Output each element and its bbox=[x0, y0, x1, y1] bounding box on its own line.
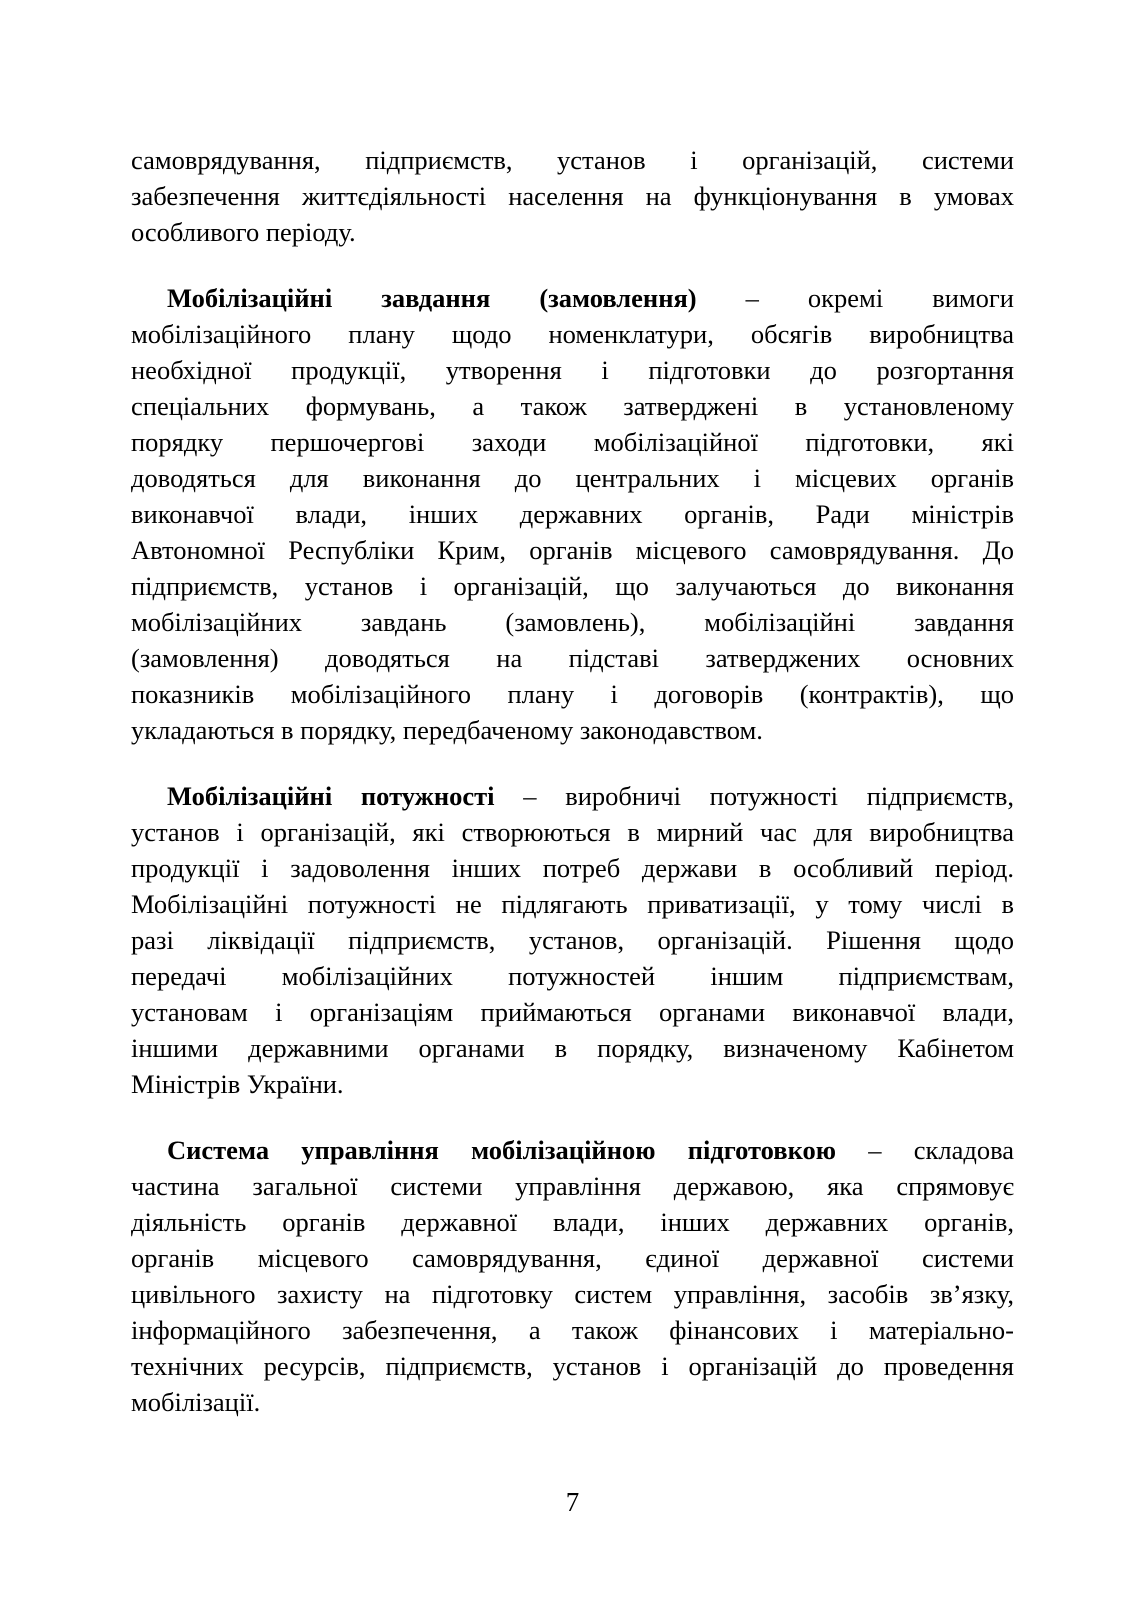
text-line: Мобілізаційні потужності не підлягають приватизації, у тому числі в bbox=[131, 889, 1014, 919]
text-line: мобілізаційних завдань (замовлень), мобілізаційні завдання bbox=[131, 607, 1014, 637]
text-line: інформаційного забезпечення, а також фінансових і матеріально- bbox=[131, 1315, 1014, 1345]
text-line: Система управління мобілізаційною підготовкою – складова bbox=[167, 1135, 1014, 1165]
text-line: Мобілізаційні потужності – виробничі потужності підприємств, bbox=[167, 781, 1014, 811]
page-number: 7 bbox=[565, 1487, 580, 1517]
text-line: особливого періоду. bbox=[131, 217, 356, 247]
text-line: технічних ресурсів, підприємств, установ і організацій до проведення bbox=[131, 1351, 1014, 1381]
text-line: (замовлення) доводяться на підставі затверджених основних bbox=[131, 643, 1014, 673]
page-content bbox=[131, 142, 1014, 1420]
text-line: необхідної продукції, утворення і підготовки до розгортання bbox=[131, 355, 1014, 385]
paragraph-continuation bbox=[131, 142, 1014, 250]
text-line: виконавчої влади, інших державних органів, Ради міністрів bbox=[131, 499, 1014, 529]
text-line: передачі мобілізаційних потужностей іншим підприємствам, bbox=[131, 961, 1014, 991]
text-line: цивільного захисту на підготовку систем управління, засобів зв’язку, bbox=[131, 1279, 1014, 1309]
text-line: установ і організацій, які створюються в мирний час для виробництва bbox=[131, 817, 1014, 847]
paragraph-mobilization-management-system bbox=[131, 1132, 1014, 1420]
text-line: частина загальної системи управління державою, яка спрямовує bbox=[131, 1171, 1014, 1201]
text-line: порядку першочергові заходи мобілізаційної підготовки, які bbox=[131, 427, 1014, 457]
text-line: органів місцевого самоврядування, єдиної державної системи bbox=[131, 1243, 1014, 1273]
text-line: разі ліквідації підприємств, установ, організацій. Рішення щодо bbox=[131, 925, 1014, 955]
text-line: Мобілізаційні завдання (замовлення) – окремі вимоги bbox=[167, 283, 1014, 313]
text-line: укладаються в порядку, передбаченому законодавством. bbox=[131, 715, 763, 745]
text-line: спеціальних формувань, а також затверджені в установленому bbox=[131, 391, 1014, 421]
text-line: підприємств, установ і організацій, що залучаються до виконання bbox=[131, 571, 1014, 601]
defined-term: Мобілізаційні завдання (замовлення) bbox=[167, 283, 697, 313]
text-line: забезпечення життєдіяльності населення на функціонування в умовах bbox=[131, 181, 1014, 211]
text-line: показників мобілізаційного плану і договорів (контрактів), що bbox=[131, 679, 1014, 709]
defined-term: Система управління мобілізаційною підготовкою bbox=[167, 1135, 836, 1165]
paragraph-mobilization-tasks bbox=[131, 280, 1014, 748]
text-line: доводяться для виконання до центральних і місцевих органів bbox=[131, 463, 1014, 493]
defined-term: Мобілізаційні потужності bbox=[167, 781, 495, 811]
text-line: самоврядування, підприємств, установ і організацій, системи bbox=[131, 145, 1014, 175]
paragraph-mobilization-capacities bbox=[131, 778, 1014, 1102]
text-line: Автономної Республіки Крим, органів місцевого самоврядування. До bbox=[131, 535, 1014, 565]
text-line: мобілізаційного плану щодо номенклатури, обсягів виробництва bbox=[131, 319, 1014, 349]
text-line: діяльність органів державної влади, інших державних органів, bbox=[131, 1207, 1014, 1237]
text-line: Міністрів України. bbox=[131, 1069, 344, 1099]
text-line: продукції і задоволення інших потреб держави в особливий період. bbox=[131, 853, 1014, 883]
text-line: установам і організаціям приймаються органами виконавчої влади, bbox=[131, 997, 1014, 1027]
text-line: іншими державними органами в порядку, визначеному Кабінетом bbox=[131, 1033, 1014, 1063]
text-line: мобілізації. bbox=[131, 1387, 261, 1417]
